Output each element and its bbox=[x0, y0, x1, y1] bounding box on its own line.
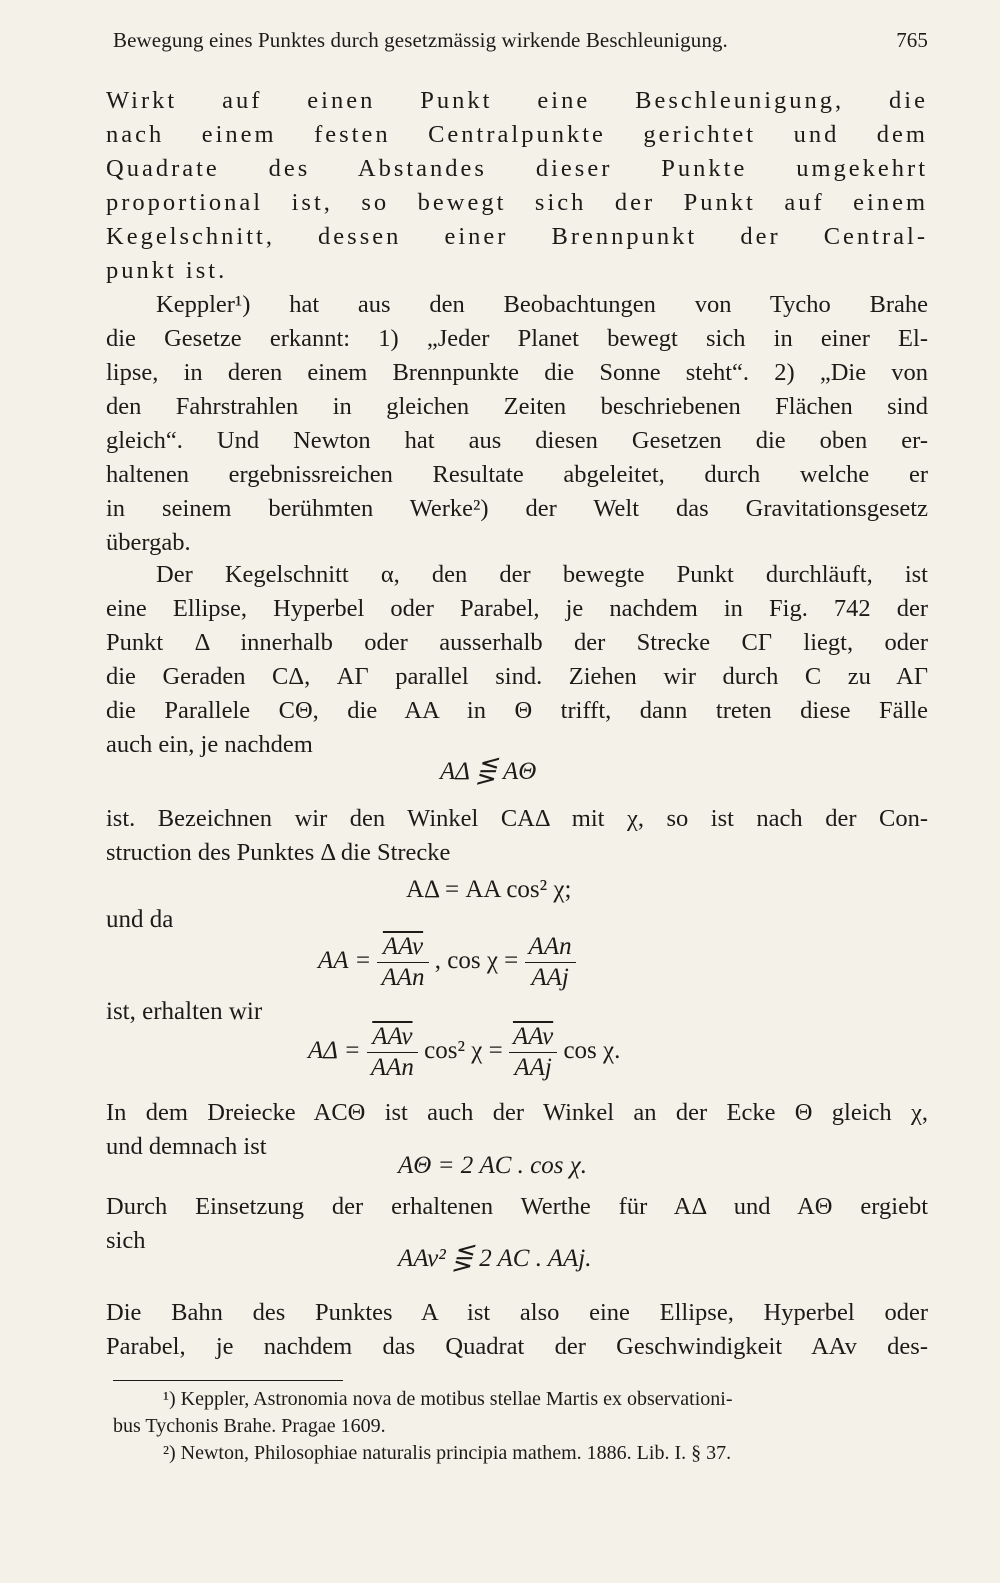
text-line: in seinem berühmten Werke²) der Welt das Gravitationsgesetz bbox=[106, 495, 928, 522]
formula-lhs: AA = bbox=[318, 947, 372, 975]
text-line: übergab. bbox=[106, 529, 191, 556]
text-ist-erhalten: ist, erhalten wir bbox=[106, 998, 263, 1025]
formula-final: AAv² ⋚ 2 AC . AAj. bbox=[398, 1245, 592, 1272]
text-line: eine Ellipse, Hyperbel oder Parabel, je nachdem in Fig. 742 der bbox=[106, 595, 928, 622]
text-line: Parabel, je nachdem das Quadrat der Geschwindigkeit AAv des- bbox=[106, 1333, 928, 1360]
fraction bbox=[525, 932, 576, 993]
fraction bbox=[367, 1022, 418, 1083]
formula-middle: , cos χ = bbox=[434, 947, 519, 975]
fraction-denominator: AAj bbox=[531, 964, 569, 991]
text-line: ist. Bezeichnen wir den Winkel CAΔ mit χ, so ist nach der Con- bbox=[106, 805, 928, 832]
formula-inequality: AΔ ⋚ AΘ bbox=[440, 758, 537, 785]
text-line: Durch Einsetzung der erhaltenen Werthe für AΔ und AΘ ergiebt bbox=[106, 1193, 928, 1220]
bahn-paragraph bbox=[106, 1296, 928, 1364]
fraction bbox=[509, 1022, 557, 1083]
keppler-paragraph bbox=[106, 288, 928, 560]
fraction-numerator: $\overline{AAv}$ bbox=[377, 932, 428, 963]
formula-result bbox=[308, 1022, 620, 1083]
text-line: Punkt Δ innerhalb oder ausserhalb der Strecke CΓ liegt, oder bbox=[106, 629, 928, 656]
text-line: gleich“. Und Newton hat aus diesen Gesetzen die oben er- bbox=[106, 427, 928, 454]
formula-theta: AΘ = 2 AC . cos χ. bbox=[398, 1152, 587, 1179]
text-line: Wirkt auf einen Punkt eine Beschleunigung, die bbox=[106, 87, 928, 114]
text-line: auch ein, je nachdem bbox=[106, 731, 313, 758]
text-line: proportional ist, so bewegt sich der Punkt auf einem bbox=[106, 189, 928, 216]
running-header bbox=[113, 28, 928, 53]
fraction-denominator: AAn bbox=[381, 964, 425, 991]
text-line: sich bbox=[106, 1227, 146, 1254]
fraction-denominator: AAj bbox=[514, 1054, 552, 1081]
footnote-line: bus Tychonis Brahe. Pragae 1609. bbox=[113, 1415, 386, 1437]
text-line: Kegelschnitt, dessen einer Brennpunkt der Central- bbox=[106, 223, 928, 250]
text-line: die Parallele CΘ, die AA in Θ trifft, dann treten diese Fälle bbox=[106, 697, 928, 724]
footnote-line: ¹) Keppler, Astronomia nova de motibus stellae Martis ex observationi- bbox=[163, 1388, 733, 1410]
text-line: lipse, in deren einem Brennpunkte die Sonne steht“. 2) „Die von bbox=[106, 359, 928, 386]
theorem-paragraph bbox=[106, 84, 928, 288]
formula-middle: cos² χ = bbox=[424, 1037, 503, 1065]
text-line: Quadrate des Abstandes dieser Punkte umgekehrt bbox=[106, 155, 928, 182]
footnote-newton: ²) Newton, Philosophiae naturalis principia mathem. 1886. Lib. I. § 37. bbox=[163, 1442, 732, 1464]
text-line: punkt ist. bbox=[106, 257, 228, 284]
formula-strecke: AΔ = AA cos² χ; bbox=[406, 876, 572, 903]
text-line: Der Kegelschnitt α, den der bewegte Punkt durchläuft, ist bbox=[156, 561, 928, 588]
text-und-da: und da bbox=[106, 906, 174, 933]
text-line: die Gesetze erkannt: 1) „Jeder Planet bewegt sich in einer El- bbox=[106, 325, 928, 352]
fraction-numerator: $\overline{AAv}$ bbox=[509, 1022, 557, 1053]
text-line: Keppler¹) hat aus den Beobachtungen von Tycho Brahe bbox=[156, 291, 928, 318]
fraction-numerator: AAn bbox=[525, 932, 576, 963]
kegelschnitt-paragraph bbox=[106, 558, 928, 762]
footnote-rule bbox=[113, 1380, 343, 1381]
fraction bbox=[377, 932, 428, 993]
fraction-denominator: AAn bbox=[370, 1054, 414, 1081]
text-line: nach einem festen Centralpunkte gerichtet und dem bbox=[106, 121, 928, 148]
formula-lhs: AΔ = bbox=[308, 1037, 361, 1065]
text-line: und demnach ist bbox=[106, 1133, 267, 1160]
formula-ratio bbox=[318, 932, 576, 993]
text-line: haltenen ergebnissreichen Resultate abgeleitet, durch welche er bbox=[106, 461, 928, 488]
text-line: Die Bahn des Punktes A ist also eine Ellipse, Hyperbel oder bbox=[106, 1299, 928, 1326]
winkel-paragraph bbox=[106, 802, 928, 870]
text-line: die Geraden CΔ, AΓ parallel sind. Ziehen wir durch C zu AΓ bbox=[106, 663, 928, 690]
text-line: struction des Punktes Δ die Strecke bbox=[106, 839, 451, 866]
text-line: den Fahrstrahlen in gleichen Zeiten beschriebenen Flächen sind bbox=[106, 393, 928, 420]
formula-tail: cos χ. bbox=[563, 1037, 621, 1065]
page-number: 765 bbox=[896, 28, 928, 52]
text-line: In dem Dreiecke ACΘ ist auch der Winkel an der Ecke Θ gleich χ, bbox=[106, 1099, 928, 1126]
running-title: Bewegung eines Punktes durch gesetzmässig wirkende Beschleunigung. bbox=[113, 28, 728, 52]
footnote-keppler bbox=[113, 1386, 928, 1440]
fraction-numerator: $\overline{AAv}$ bbox=[367, 1022, 418, 1053]
